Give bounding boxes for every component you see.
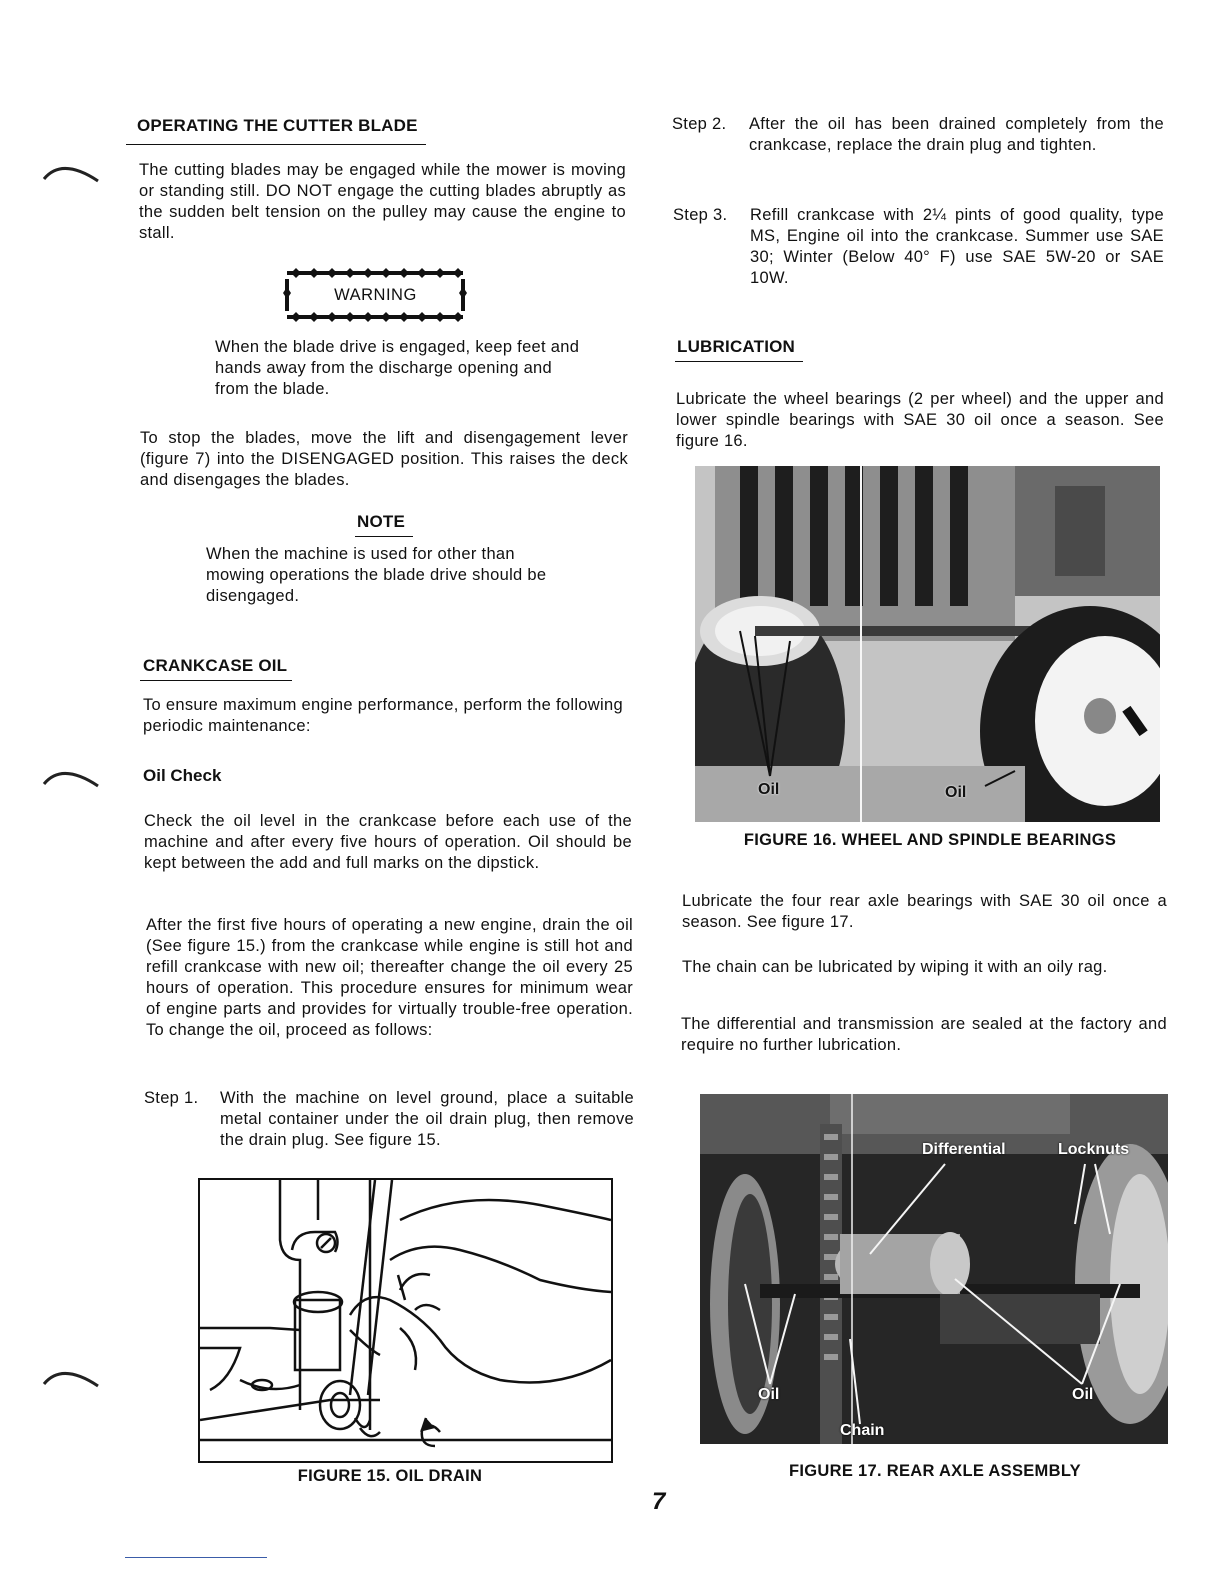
oil-drain-illustration bbox=[200, 1180, 611, 1461]
step-1-label: Step 1. bbox=[144, 1089, 199, 1107]
rear-axle-paragraph: Lubricate the four rear axle bearings with SAE 30 oil once a season. See figure 17. bbox=[682, 892, 1167, 931]
step-2-label: Step 2. bbox=[672, 115, 727, 133]
page-number: 7 bbox=[652, 1488, 666, 1515]
fig17-oil-label-left: Oil bbox=[758, 1386, 780, 1403]
fig17-oil-label-right: Oil bbox=[1072, 1386, 1094, 1403]
lubrication-intro: Lubricate the wheel bearings (2 per wheel) and the upper and lower spindle bearings with SAE 30 oil once a season. See figure 16. bbox=[676, 390, 1164, 450]
cutter-blade-paragraph: The cutting blades may be engaged while the mower is moving or standing still. DO NOT engage the cutting blades abruptly as the sudden belt tension on the pulley may cause the engine to stall. bbox=[139, 161, 626, 242]
figure-17-caption: FIGURE 17. REAR AXLE ASSEMBLY bbox=[788, 1462, 1081, 1480]
figure-16-photo bbox=[695, 466, 1160, 822]
fig17-locknuts-label: Locknuts bbox=[1058, 1141, 1130, 1158]
note-rule bbox=[355, 536, 413, 537]
fig17-chain-label: Chain bbox=[840, 1422, 885, 1439]
step-3-text: Refill crankcase with 2¼ pints of good quality, type MS, Engine oil into the crankcase. Summer use SAE 30; Winter (Below 40° F) use SAE 5W-20 or SAE 10W. bbox=[750, 206, 1164, 287]
differential-paragraph: The differential and transmission are sealed at the factory and require no further lubrication. bbox=[681, 1015, 1167, 1054]
warning-box bbox=[283, 265, 468, 325]
figure-15-caption: FIGURE 15. OIL DRAIN bbox=[297, 1467, 483, 1485]
chain-paragraph: The chain can be lubricated by wiping it with an oily rag. bbox=[682, 958, 1108, 976]
figure-16-caption: FIGURE 16. WHEEL AND SPINDLE BEARINGS bbox=[743, 831, 1117, 849]
fig16-oil-label-right: Oil bbox=[945, 784, 967, 801]
note-text: When the machine is used for other than mowing operations the blade drive should be disengaged. bbox=[206, 545, 547, 605]
note-label: NOTE bbox=[357, 512, 406, 531]
step-1 bbox=[144, 1088, 634, 1151]
lubrication-heading: LUBRICATION bbox=[677, 337, 796, 356]
step-1-text: With the machine on level ground, place a suitable metal container under the oil drain plug, then remove the drain plug. See figure 15. bbox=[220, 1089, 634, 1149]
oil-check-paragraph: Check the oil level in the crankcase before each use of the machine and after every five hours of operation. Oil should be kept between the add and full marks on the dipstick. bbox=[144, 812, 632, 872]
wheel-spindle-photo bbox=[695, 466, 1160, 822]
margin-mark-middle bbox=[42, 760, 102, 790]
margin-mark-bottom bbox=[42, 1360, 102, 1390]
crankcase-oil-heading: CRANKCASE OIL bbox=[143, 656, 288, 675]
fig16-oil-label-left: Oil bbox=[758, 781, 780, 798]
warning-label: WARNING bbox=[334, 286, 417, 304]
step-3-label: Step 3. bbox=[673, 206, 728, 224]
figure-15-image bbox=[198, 1178, 613, 1463]
oil-check-heading: Oil Check bbox=[143, 766, 222, 785]
cutter-blade-heading: OPERATING THE CUTTER BLADE bbox=[137, 116, 418, 135]
crankcase-heading-rule bbox=[140, 680, 292, 681]
crankcase-intro: To ensure maximum engine performance, perform the following periodic maintenance: bbox=[143, 696, 623, 735]
step-2 bbox=[672, 114, 1164, 156]
lubrication-heading-rule bbox=[675, 361, 803, 362]
margin-mark-top bbox=[42, 155, 102, 185]
footer-rule bbox=[125, 1557, 267, 1558]
step-3 bbox=[673, 205, 1164, 289]
warning-text: When the blade drive is engaged, keep feet and hands away from the discharge opening and from the blade. bbox=[215, 338, 580, 398]
figure-17-photo bbox=[700, 1094, 1168, 1444]
oil-change-paragraph: After the first five hours of operating a new engine, drain the oil (See figure 15.) from the crankcase while engine is still hot and refill crankcase with new oil; thereafter change the oil every 25 hours of operation. This procedure ensures for minimum wear of engine parts and provides for virtually trouble-free operation. To change the oil, proceed as follows: bbox=[146, 916, 633, 1039]
cutter-heading-rule bbox=[126, 144, 426, 145]
stop-blades-paragraph: To stop the blades, move the lift and disengagement lever (figure 7) into the DISENGAGED position. This raises the deck and disengages the blades. bbox=[140, 429, 628, 489]
step-2-text: After the oil has been drained completely from the crankcase, replace the drain plug and tighten. bbox=[749, 115, 1164, 154]
fig17-differential-label: Differential bbox=[922, 1141, 1006, 1158]
